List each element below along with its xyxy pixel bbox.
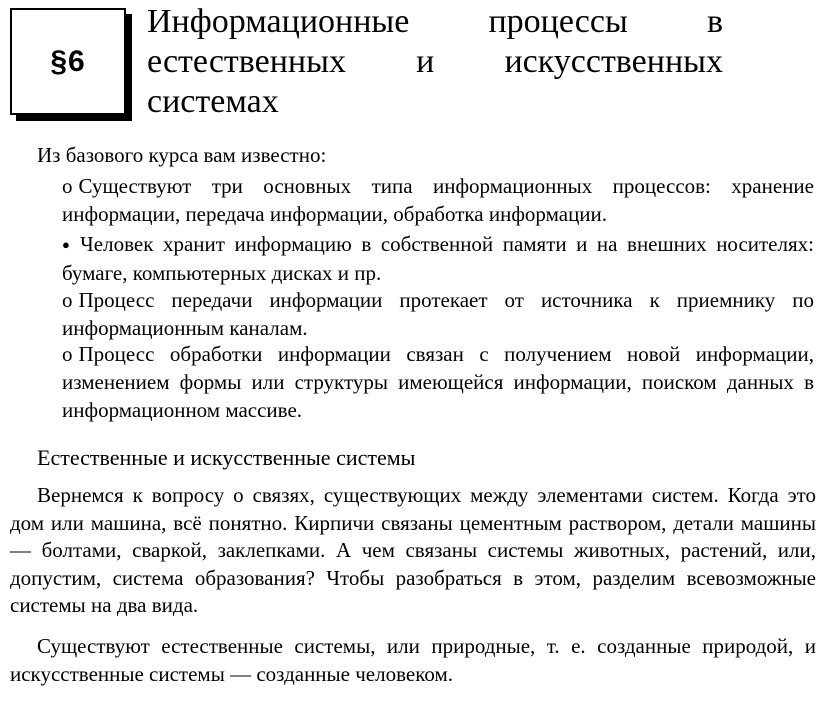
- body-paragraph: Существуют естественные системы, или природные, т. е. созданные природой, и искусственные системы — созданные человеком.: [10, 634, 816, 686]
- bullet-text: Человек хранит информацию в собственной памяти и на внешних носителях: бумаге, компьютерных дисках и пр.: [62, 232, 814, 285]
- bullet-item: [62, 230, 814, 287]
- filled-bullet-icon: ●: [62, 237, 75, 252]
- hollow-bullet-icon: o: [62, 342, 73, 366]
- bullet-item: [62, 172, 814, 228]
- hollow-bullet-icon: o: [62, 288, 73, 312]
- bullet-text: Процесс обработки информации связан с получением новой информации, изменением формы или структуры имеющейся информации, поиском данных в информационном массиве.: [62, 342, 814, 422]
- bullet-item: [62, 286, 814, 342]
- intro-text: Из базового курса вам известно:: [37, 143, 327, 167]
- page-title: Информационные процессы в естественных и искусственных системах: [147, 3, 723, 120]
- bullet-item: [62, 340, 814, 424]
- bullet-text: Существуют три основных типа информационных процессов: хранение информации, передача информации, обработка информации.: [62, 174, 814, 226]
- section-number: §6: [50, 44, 86, 78]
- section-number-badge: [10, 8, 126, 115]
- hollow-bullet-icon: o: [62, 174, 73, 198]
- section-subheading: Естественные и искусственные системы: [37, 445, 416, 470]
- bullet-text: Процесс передачи информации протекает от источника к приемнику по информационным каналам.: [62, 288, 814, 340]
- body-paragraph: Вернемся к вопросу о связях, существующих между элементами систем. Когда это дом или машина, всё понятно. Кирпичи связаны цементным раствором, детали машины — болтами, сваркой, заклепками. А чем связаны системы животных, растений, или, допустим, система образования? Чтобы разобраться в этом, разделим всевозможные системы на два вида.: [10, 483, 816, 617]
